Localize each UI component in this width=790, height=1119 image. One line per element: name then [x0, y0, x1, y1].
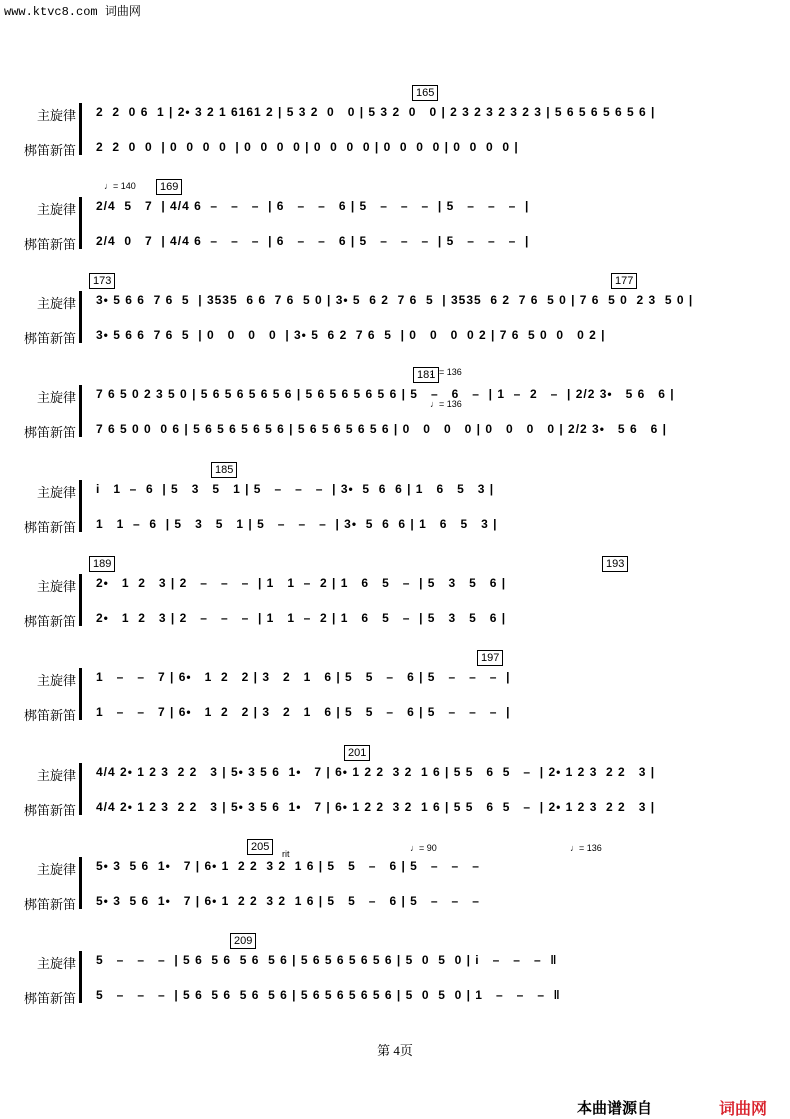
part-label-melody: 主旋律 [36, 296, 76, 311]
rehearsal-mark: 189 [89, 556, 115, 572]
part-label-flute: 梆笛新笛 [23, 614, 76, 629]
system-brace [79, 480, 82, 532]
score-system [0, 747, 790, 825]
melody-staff: i 1 – 6 | 5 3 5 1 | 5 – – – | 3• 5 6 6 | 1 6 5 3 | [96, 482, 495, 496]
score-system [0, 87, 790, 165]
score-system [0, 367, 790, 447]
part-label-flute: 梆笛新笛 [23, 897, 76, 912]
system-brace [79, 574, 82, 626]
part-label-flute: 梆笛新笛 [23, 425, 76, 440]
melody-staff: 5• 3 5 6 1• 7 | 6• 1 2 2 3 2 1 6 | 5 5 – 6 | 5 – – – [96, 859, 489, 873]
flute-staff: 2• 1 2 3 | 2 – – – | 1 1 – 2 | 1 6 5 – | 5 3 5 6 | [96, 611, 507, 625]
melody-staff: 4/4 2• 1 2 3 2 2 3 | 5• 3 5 6 1• 7 | 6• 1 2 2 3 2 1 6 | 5 5 6 5 – | 2• 1 2 3 2 2 3 | [96, 765, 656, 779]
part-label-flute: 梆笛新笛 [23, 143, 76, 158]
melody-staff: 3• 5 6 6 7 6 5 | 3535 6 6 7 6 5 0 | 3• 5 6 2 7 6 5 | 3535 6 2 7 6 5 0 | 7 6 5 0 2 3 5 0 | [96, 293, 694, 307]
flute-staff: 2/4 0 7 | 4/4 6 – – – | 6 – – 6 | 5 – – – | 5 – – – | [96, 234, 530, 248]
part-label-melody: 主旋律 [36, 673, 76, 688]
rehearsal-mark: 185 [211, 462, 237, 478]
rehearsal-mark: 173 [89, 273, 115, 289]
site-url[interactable]: www.ktvc8.com 词曲网 [4, 5, 141, 19]
part-label-flute: 梆笛新笛 [23, 237, 76, 252]
rehearsal-mark: 209 [230, 933, 256, 949]
rehearsal-mark: 181 [413, 367, 439, 383]
part-label-melody: 主旋律 [36, 862, 76, 877]
melody-staff: 2/4 5 7 | 4/4 6 – – – | 6 – – 6 | 5 – – – | 5 – – – | [96, 199, 530, 213]
tempo-marking: ♩= 136 [430, 367, 462, 377]
flute-staff: 1 1 – 6 | 5 3 5 1 | 5 – – – | 3• 5 6 6 | 1 6 5 3 | [96, 517, 498, 531]
system-brace [79, 763, 82, 815]
rehearsal-mark: 165 [412, 85, 438, 101]
rehearsal-mark: 169 [156, 179, 182, 195]
flute-staff: 2 2 0 0 | 0 0 0 0 | 0 0 0 0 | 0 0 0 0 | 0 0 0 0 | 0 0 0 0 | [96, 140, 519, 154]
system-brace [79, 857, 82, 909]
source-logo[interactable]: 词曲网 [719, 1101, 768, 1118]
system-brace [79, 385, 82, 437]
tempo-marking: ♩= 140 [104, 181, 136, 191]
system-brace [79, 103, 82, 155]
score-system [0, 841, 790, 919]
part-label-melody: 主旋律 [36, 202, 76, 217]
tempo-marking: rit [282, 849, 290, 859]
score-system [0, 275, 790, 353]
system-brace [79, 197, 82, 249]
score-system [0, 181, 790, 259]
part-label-melody: 主旋律 [36, 768, 76, 783]
rehearsal-mark: 193 [602, 556, 628, 572]
melody-staff: 2 2 0 6 1 | 2• 3 2 1 6161 2 | 5 3 2 0 0 | 5 3 2 0 0 | 2 3 2 3 2 3 2 3 | 5 6 5 6 5 6 5 6 | [96, 105, 656, 119]
melody-staff: 7 6 5 0 2 3 5 0 | 5 6 5 6 5 6 5 6 | 5 6 5 6 5 6 5 6 | 5 – 6 – | 1 – 2 – | 2/2 3• 5 6 6 | [96, 387, 675, 401]
part-label-flute: 梆笛新笛 [23, 803, 76, 818]
tempo-marking: ♩= 90 [410, 843, 437, 853]
score-system [0, 935, 790, 1013]
part-label-melody: 主旋律 [36, 390, 76, 405]
part-label-flute: 梆笛新笛 [23, 331, 76, 346]
flute-staff: 7 6 5 0 0 0 6 | 5 6 5 6 5 6 5 6 | 5 6 5 6 5 6 5 6 | 0 0 0 0 | 0 0 0 0 | 2/2 3• 5 6 6 | [96, 422, 667, 436]
part-label-melody: 主旋律 [36, 956, 76, 971]
score-system [0, 558, 790, 636]
system-brace [79, 291, 82, 343]
rehearsal-mark: 205 [247, 839, 273, 855]
part-label-melody: 主旋律 [36, 108, 76, 123]
part-label-flute: 梆笛新笛 [23, 708, 76, 723]
part-label-melody: 主旋律 [36, 485, 76, 500]
tempo-marking: ♩= 136 [430, 399, 462, 409]
score-system [0, 652, 790, 730]
page-number: 第 4页 [377, 1043, 413, 1058]
melody-staff: 1 – – 7 | 6• 1 2 2 | 3 2 1 6 | 5 5 – 6 | 5 – – – | [96, 670, 511, 684]
melody-staff: 5 – – – | 5 6 5 6 5 6 5 6 | 5 6 5 6 5 6 5 6 | 5 0 5 0 | i – – – ‖ [96, 953, 558, 967]
part-label-flute: 梆笛新笛 [23, 991, 76, 1006]
flute-staff: 4/4 2• 1 2 3 2 2 3 | 5• 3 5 6 1• 7 | 6• 1 2 2 3 2 1 6 | 5 5 6 5 – | 2• 1 2 3 2 2 3 | [96, 800, 656, 814]
tempo-marking: ♩= 136 [570, 843, 602, 853]
source-text: 本曲谱源自 [577, 1100, 653, 1117]
score-system [0, 464, 790, 542]
rehearsal-mark: 177 [611, 273, 637, 289]
flute-staff: 5• 3 5 6 1• 7 | 6• 1 2 2 3 2 1 6 | 5 5 – 6 | 5 – – – [96, 894, 489, 908]
system-brace [79, 668, 82, 720]
melody-staff: 2• 1 2 3 | 2 – – – | 1 1 – 2 | 1 6 5 – | 5 3 5 6 | [96, 576, 507, 590]
rehearsal-mark: 201 [344, 745, 370, 761]
part-label-melody: 主旋律 [36, 579, 76, 594]
flute-staff: 5 – – – | 5 6 5 6 5 6 5 6 | 5 6 5 6 5 6 5 6 | 5 0 5 0 | 1 – – – ‖ [96, 988, 561, 1002]
system-brace [79, 951, 82, 1003]
flute-staff: 1 – – 7 | 6• 1 2 2 | 3 2 1 6 | 5 5 – 6 | 5 – – – | [96, 705, 511, 719]
rehearsal-mark: 197 [477, 650, 503, 666]
flute-staff: 3• 5 6 6 7 6 5 | 0 0 0 0 | 3• 5 6 2 7 6 5 | 0 0 0 0 2 | 7 6 5 0 0 0 2 | [96, 328, 606, 342]
part-label-flute: 梆笛新笛 [23, 520, 76, 535]
